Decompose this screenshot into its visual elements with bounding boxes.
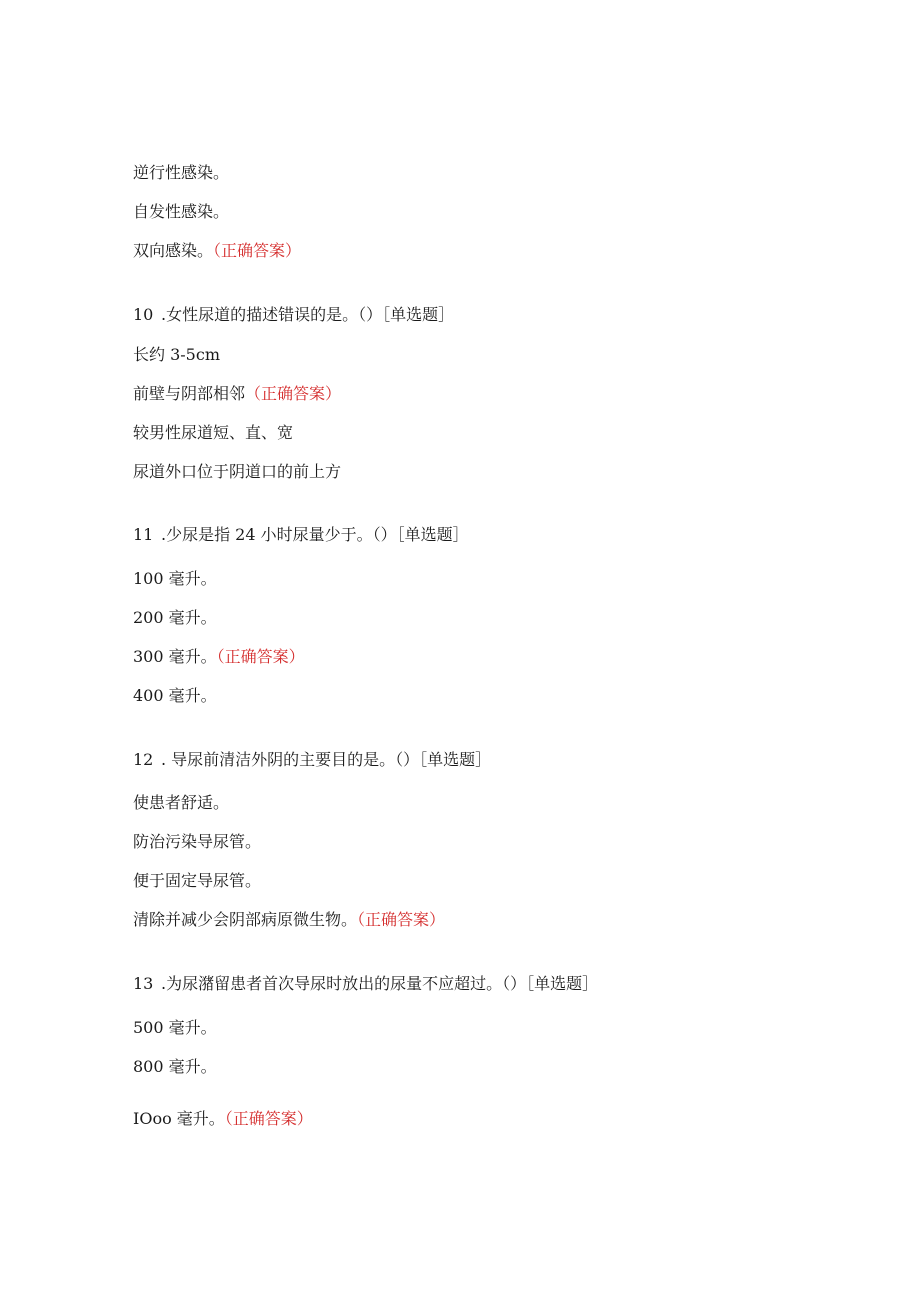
option-text: 长约 3-5cm	[133, 345, 220, 364]
question-10-title	[133, 305, 454, 325]
option-prev-3	[133, 241, 301, 261]
correct-answer-mark: （正确答案）	[213, 241, 302, 260]
option-text: IOoo 毫升。	[133, 1109, 225, 1128]
question-text: .为尿潴留患者首次导尿时放出的尿量不应超过。（）［单选题］	[161, 974, 599, 993]
correct-answer-mark: （正确答案）	[216, 647, 305, 666]
option-text: 便于固定导尿管。	[133, 871, 262, 890]
question-11-option-4	[133, 686, 217, 706]
question-12-title	[133, 750, 491, 770]
question-13-title	[133, 974, 598, 994]
question-10-option-1	[133, 345, 220, 365]
question-10-option-2	[133, 384, 341, 404]
question-12-option-1	[133, 793, 229, 813]
question-11-option-2	[133, 608, 217, 628]
option-text: 自发性感染。	[133, 202, 230, 221]
option-text: 前壁与阴部相邻	[133, 384, 246, 403]
option-text: 500 毫升。	[133, 1018, 217, 1037]
question-number: 11	[133, 525, 154, 544]
question-text: .女性尿道的描述错误的是。（）［单选题］	[161, 305, 455, 324]
question-11-title	[133, 525, 469, 545]
correct-answer-mark: （正确答案）	[245, 384, 342, 403]
question-number: 13	[133, 974, 154, 993]
question-13-option-1	[133, 1018, 217, 1038]
option-text: 尿道外口位于阴道口的前上方	[133, 462, 342, 481]
option-text: 使患者舒适。	[133, 793, 230, 812]
question-13-option-2	[133, 1057, 217, 1077]
option-text: 清除并减少会阴部病原微生物。	[133, 910, 358, 929]
question-11-option-1	[133, 569, 217, 589]
question-number: 10	[133, 305, 154, 324]
correct-answer-mark: （正确答案）	[224, 1109, 313, 1128]
option-text: 较男性尿道短、直、宽	[133, 423, 294, 442]
option-text: 防治污染导尿管。	[133, 832, 262, 851]
option-prev-2	[133, 202, 229, 222]
question-12-option-4	[133, 910, 445, 930]
option-text: 逆行性感染。	[133, 163, 230, 182]
option-text: 200 毫升。	[133, 608, 217, 627]
option-text: 400 毫升。	[133, 686, 217, 705]
option-text: 100 毫升。	[133, 569, 217, 588]
question-text: .少尿是指 24 小时尿量少于。（）［单选题］	[161, 525, 469, 544]
question-text: . 导尿前清洁外阴的主要目的是。（）［单选题］	[161, 750, 492, 769]
question-12-option-3	[133, 871, 261, 891]
option-text: 300 毫升。	[133, 647, 217, 666]
correct-answer-mark: （正确答案）	[357, 910, 446, 929]
option-text: 双向感染。	[133, 241, 214, 260]
question-11-option-3	[133, 647, 305, 667]
question-12-option-2	[133, 832, 261, 852]
option-text: 800 毫升。	[133, 1057, 217, 1076]
question-13-option-3	[133, 1109, 313, 1129]
question-10-option-3	[133, 423, 293, 443]
question-number: 12	[133, 750, 154, 769]
option-prev-1	[133, 163, 229, 183]
question-10-option-4	[133, 462, 341, 482]
